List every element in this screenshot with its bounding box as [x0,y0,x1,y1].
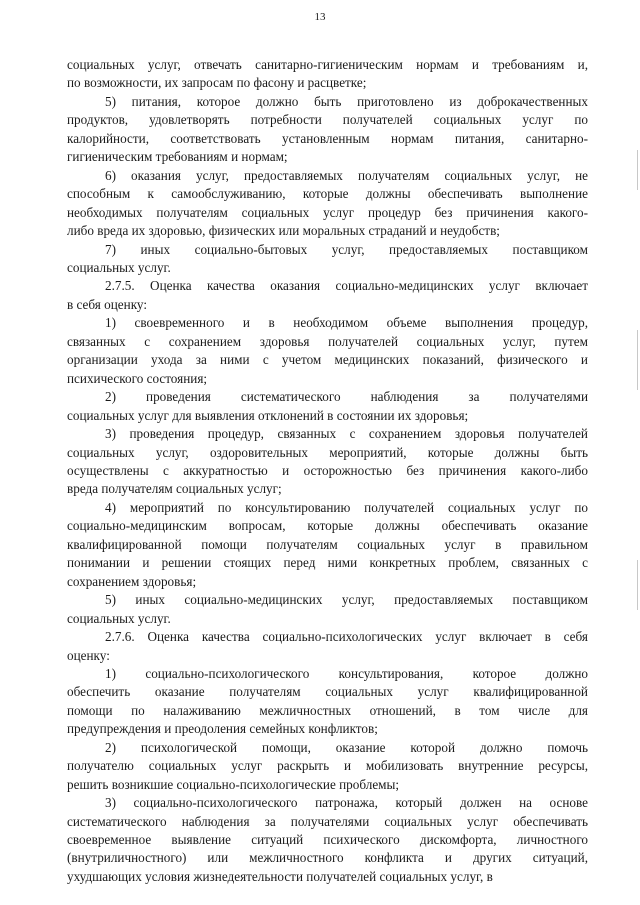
text-line: помощи по налаживанию межличностных отношений, в том числе для [67,702,588,718]
text-line: социальных услуг. [67,610,171,626]
text-line: понимании и решении стоящих перед ними конкретных проблем, связанных с [67,555,588,571]
text-line: 5) питания, которое должно быть приготовлено из доброкачественных [105,93,588,109]
text-line: 2.7.5. Оценка качества оказания социально-медицинских услуг включает [105,278,588,294]
page-number: 13 [314,11,326,23]
paragraph [67,388,588,425]
text-line: либо вреда их здоровью, физических или моральных страданий и неудобств; [67,223,500,239]
paragraph [67,167,588,241]
text-line: организации ухода за ними с учетом медицинских показаний, физического и [67,352,588,368]
text-line: получателю социальных услуг раскрыть и мобилизовать внутренние ресурсы, [67,758,588,774]
text-line: своевременное выявление ситуаций психического дискомфорта, личностного [67,832,588,848]
text-line: решить возникшие социально-психологические проблемы; [67,776,400,792]
paragraph [67,277,588,314]
text-line: продуктов, удовлетворять потребности получателей социальных услуг по [67,112,588,128]
text-line: социальных услуг, отвечать санитарно-гигиеническим нормам и требованиям и, [67,57,588,72]
paragraph [67,499,588,591]
text-line: необходимых получателям социальных услуг процедур без причинения какого- [67,204,588,220]
text-line: сохранением здоровья; [67,573,197,589]
scan-edge-mark [637,330,638,390]
scan-edge-mark [637,150,638,190]
text-line: 5) иных социально-медицинских услуг, предоставляемых поставщиком [105,592,588,608]
paragraph [67,739,588,794]
text-line: квалифицированной помощи получателям социальных услуг в правильном [67,536,588,552]
paragraph [67,93,588,167]
text-line: социальных услуг. [67,259,171,275]
text-line: по возможности, их запросам по фасону и расцветке; [67,75,367,91]
text-line: 1) своевременного и в необходимом объеме выполнения процедур, [105,315,588,331]
text-line: 2) проведения систематического наблюдения за получателями [105,389,588,405]
text-line: 3) проведения процедур, связанных с сохранением здоровья получателей [105,426,588,442]
text-line: ухудшающих условия жизнедеятельности получателей социальных услуг, в [67,868,493,884]
paragraph [67,665,588,739]
text-line: оценку: [67,647,110,663]
text-line: социальных услуг для выявления отклонений в состоянии их здоровья; [67,407,469,423]
text-line: 1) социально-психологического консультирования, которое должно [105,665,588,681]
paragraph [67,314,588,388]
text-line: 4) мероприятий по консультированию получателей социальных услуг по [105,499,588,515]
text-line: гигиеническим требованиям и нормам; [67,149,288,165]
text-line: 2) психологической помощи, оказание которой должно помочь [105,739,588,755]
text-line: предупреждения и преодоления семейных конфликтов; [67,721,378,737]
scan-edge-mark [637,560,638,610]
text-line: (внутриличностного) или межличностного конфликта и других ситуаций, [67,850,588,866]
text-line: социально-медицинским вопросам, которые должны обеспечивать оказание [67,518,588,534]
text-line: 6) оказания услуг, предоставляемых получателям социальных услуг, не [105,167,588,183]
document-body [67,56,588,886]
text-line: 2.7.6. Оценка качества социально-психологических услуг включает в себя [105,629,588,645]
text-line: обеспечить оказание получателям социальных услуг квалифицированной [67,684,588,700]
text-line: психического состояния; [67,370,208,386]
text-line: калорийности, соответствовать установленным нормам питания, санитарно- [67,130,588,146]
paragraph [67,591,588,628]
text-line: социальных услуг, оздоровительных мероприятий, которые должны быть [67,444,588,460]
paragraph [67,241,588,278]
paragraph [67,794,588,886]
text-line: осуществлены с аккуратностью и осторожностью без причинения какого-либо [67,462,588,478]
text-line: систематического наблюдения за получателями социальных услуг обеспечивать [67,813,588,829]
text-line: вреда получателям социальных услуг; [67,481,282,497]
paragraph [67,56,588,93]
text-line: 7) иных социально-бытовых услуг, предоставляемых поставщиком [105,241,588,257]
text-line: способным к самообслуживанию, которые должны обеспечивать выполнение [67,186,588,202]
text-line: связанных с сохранением здоровья получателей социальных услуг, путем [67,333,588,349]
text-line: в себя оценку: [67,296,148,312]
text-line: 3) социально-психологического патронажа, который должен на основе [105,795,588,811]
paragraph [67,425,588,499]
paragraph [67,628,588,665]
